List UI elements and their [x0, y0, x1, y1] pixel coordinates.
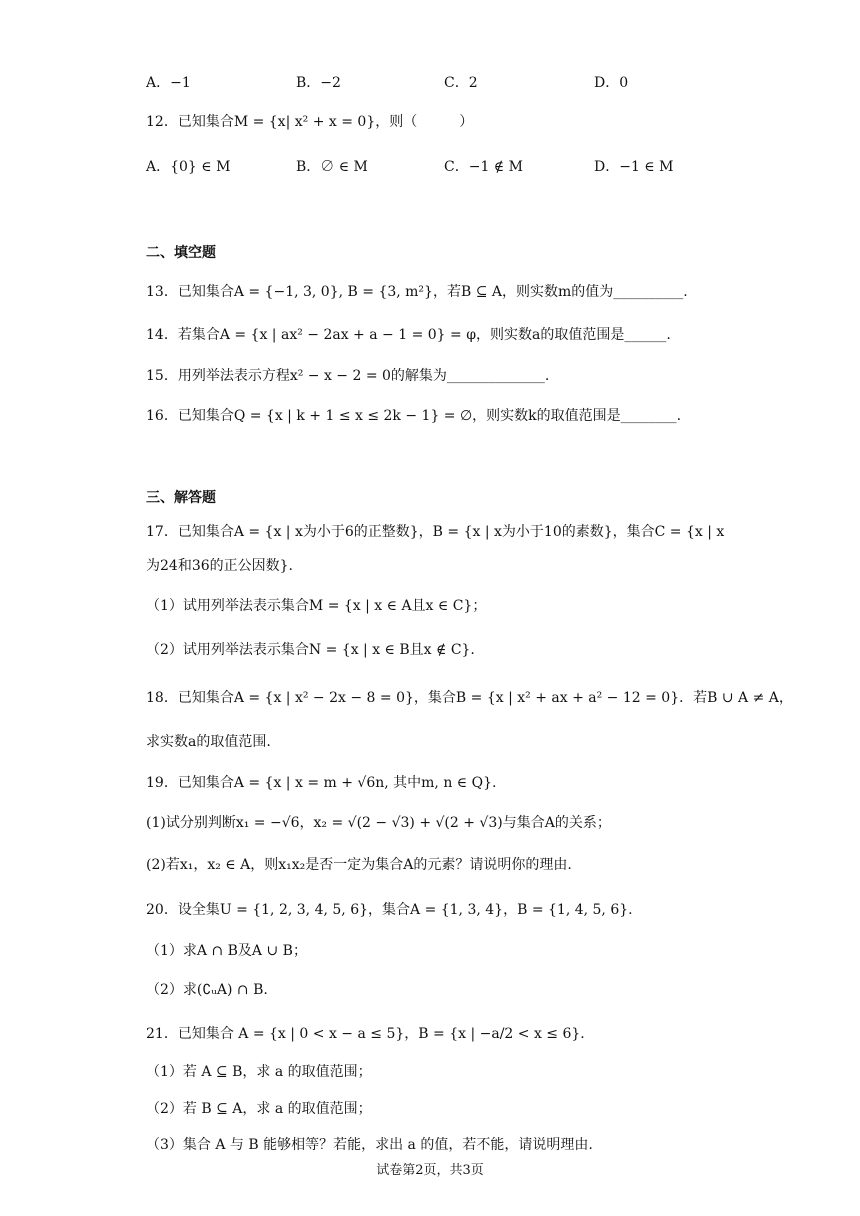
q11-option-d: D．0	[594, 75, 629, 91]
q12-option-a: A．{0} ∈ M	[146, 159, 231, 175]
q20-sub2: （2）求(∁ᵤA) ∩ B.	[146, 982, 268, 998]
q21-sub2: （2）若 B ⊆ A，求 a 的取值范围；	[146, 1101, 372, 1117]
q21-line1: 21．已知集合 A = {x | 0 < x − a ≤ 5}，B = {x | −a/2 < x ≤ 6}.	[146, 1026, 585, 1042]
q20-sub1: （1）求A ∩ B及A ∪ B；	[146, 943, 307, 959]
q16: 16．已知集合Q = {x | k + 1 ≤ x ≤ 2k − 1} = ∅，则实数k的取值范围是________.	[146, 408, 682, 424]
page-footer: 试卷第2页，共3页	[376, 1163, 484, 1178]
q12-stem: 12．已知集合M = {x| x² + x = 0}，则（ ）	[146, 114, 474, 130]
q17-sub2: （2）试用列举法表示集合N = {x | x ∈ B且x ∉ C}.	[146, 642, 475, 658]
q21-sub3: （3）集合 A 与 B 能够相等？若能，求出 a 的值，若不能，请说明理由.	[146, 1137, 593, 1153]
q17-line1: 17．已知集合A = {x | x为小于6的正整数}，B = {x | x为小于10的素数}，集合C = {x | x	[146, 524, 725, 540]
q12-option-d: D．−1 ∈ M	[594, 159, 674, 175]
q19-sub2: (2)若x₁，x₂ ∈ A，则x₁x₂是否一定为集合A的元素？请说明你的理由.	[146, 857, 572, 873]
q17-sub1: （1）试用列举法表示集合M = {x | x ∈ A且x ∈ C}；	[146, 598, 487, 614]
q18-line2: 求实数a的取值范围.	[146, 734, 271, 750]
q15: 15．用列举法表示方程x² − x − 2 = 0的解集为______________.	[146, 368, 550, 384]
q18-line1: 18．已知集合A = {x | x² − 2x − 8 = 0}，集合B = {x | x² + ax + a² − 12 = 0}．若B ∪ A ≠ A，	[146, 690, 793, 706]
q17-line2: 为24和36的正公因数}.	[146, 558, 293, 574]
q19-line1: 19．已知集合A = {x | x = m + √6n, 其中m, n ∈ Q}.	[146, 775, 497, 791]
q12-option-b: B．∅ ∈ M	[296, 159, 368, 175]
section-fill-in-title: 二、填空题	[146, 245, 216, 261]
section-solve-title: 三、解答题	[146, 490, 216, 506]
q20-line1: 20．设全集U = {1, 2, 3, 4, 5, 6}，集合A = {1, 3, 4}，B = {1, 4, 5, 6}.	[146, 902, 633, 918]
q19-sub1: (1)试分别判断x₁ = −√6，x₂ = √(2 − √3) + √(2 + √3)与集合A的关系；	[146, 815, 611, 831]
q11-option-c: C．2	[444, 75, 478, 91]
q13: 13．已知集合A = {−1, 3, 0}, B = {3, m²}，若B ⊆ A，则实数m的值为__________.	[146, 284, 688, 300]
q11-option-b: B．−2	[296, 75, 341, 91]
q12-option-c: C．−1 ∉ M	[444, 159, 523, 175]
q21-sub1: （1）若 A ⊆ B，求 a 的取值范围；	[146, 1064, 372, 1080]
q11-option-a: A．−1	[146, 75, 191, 91]
q14: 14．若集合A = {x | ax² − 2ax + a − 1 = 0} = φ，则实数a的取值范围是______.	[146, 327, 671, 343]
